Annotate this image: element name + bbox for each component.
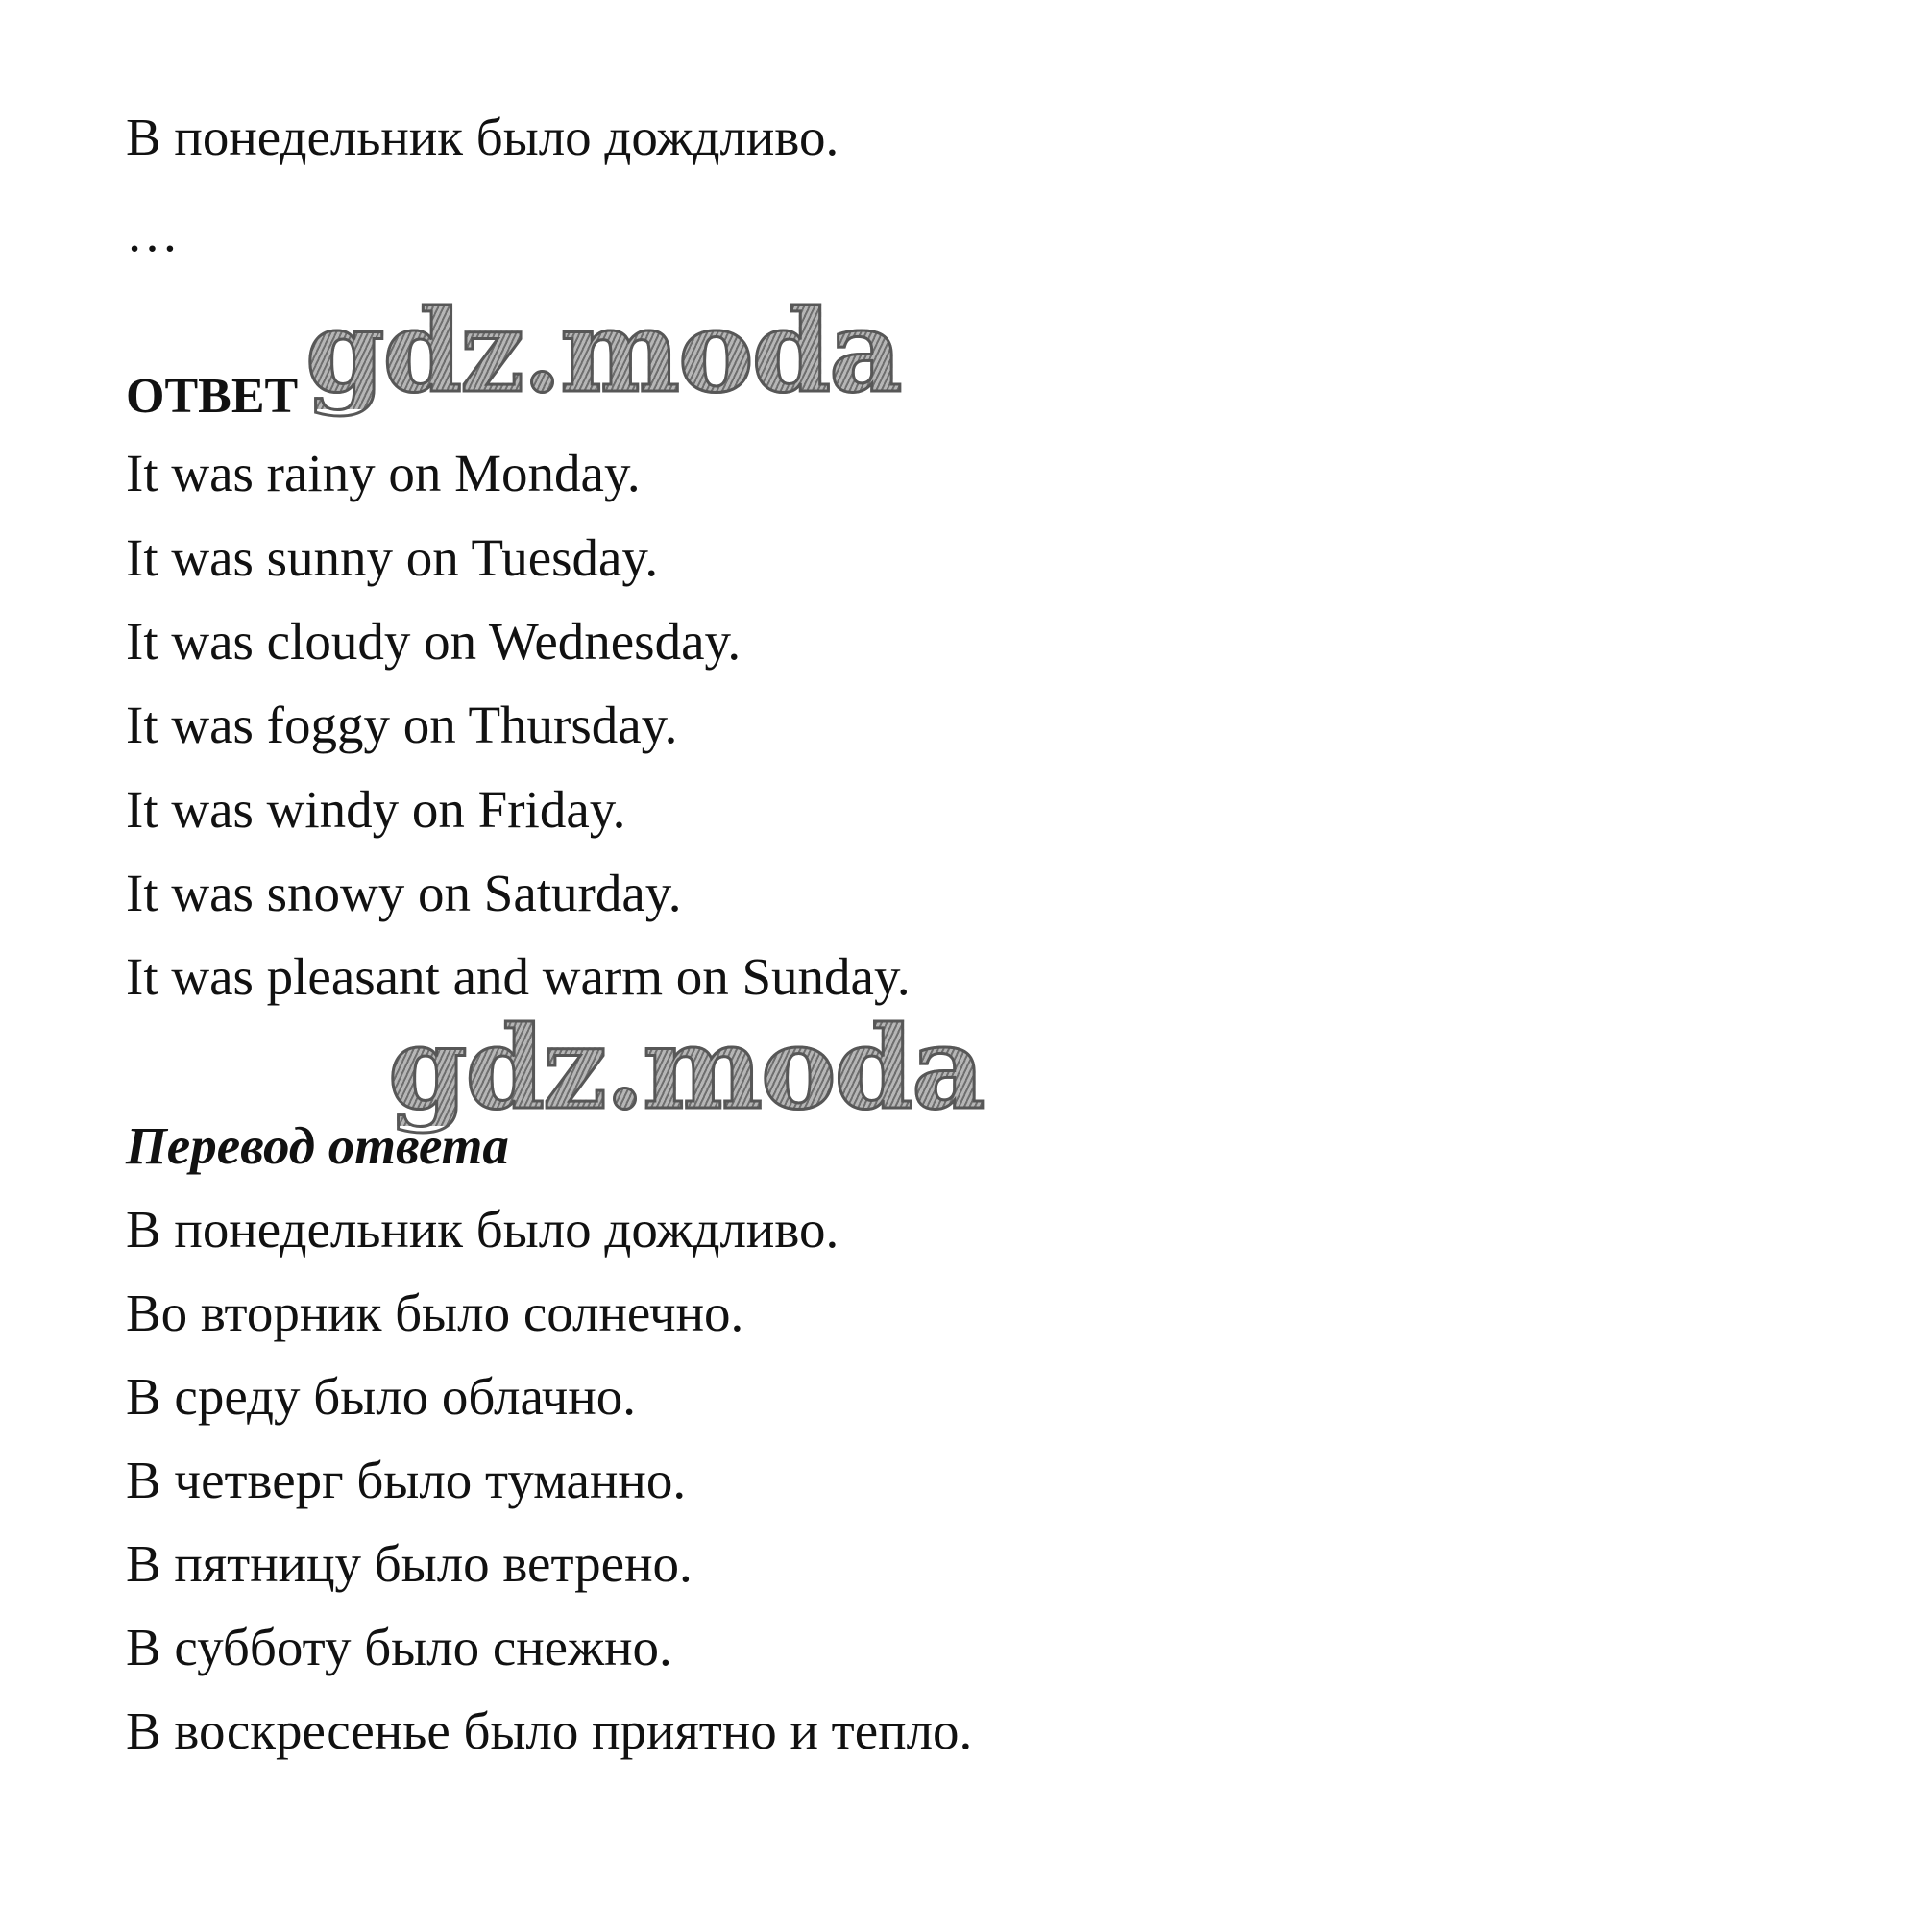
answer-line: It was cloudy on Wednesday. xyxy=(126,612,742,671)
translation-line: В воскресенье было приятно и тепло. xyxy=(126,1701,973,1760)
prompt-example-line: В понедельник было дождливо. xyxy=(126,108,839,166)
answer-line: It was snowy on Saturday. xyxy=(126,864,682,922)
translation-line: В субботу было снежно. xyxy=(126,1618,672,1676)
watermark-middle: gdz.moda xyxy=(388,1001,984,1135)
translation-line: Во вторник было солнечно. xyxy=(126,1284,744,1342)
answer-line: It was pleasant and warm on Sunday. xyxy=(126,947,911,1006)
prompt-ellipsis: … xyxy=(126,204,179,262)
translation-line: В среду было облачно. xyxy=(126,1367,637,1426)
watermark-top: gdz.moda xyxy=(305,284,901,418)
translation-heading: Перевод ответа xyxy=(126,1116,509,1175)
answer-line: It was foggy on Thursday. xyxy=(126,696,678,754)
translation-line: В пятницу было ветрено. xyxy=(126,1534,693,1593)
answer-line: It was sunny on Tuesday. xyxy=(126,528,659,587)
translation-line: В четверг было туманно. xyxy=(126,1451,687,1509)
answer-line: It was windy on Friday. xyxy=(126,780,626,839)
answer-heading: ОТВЕТ xyxy=(126,369,299,424)
translation-line: В понедельник было дождливо. xyxy=(126,1200,839,1259)
answer-line: It was rainy on Monday. xyxy=(126,444,641,502)
